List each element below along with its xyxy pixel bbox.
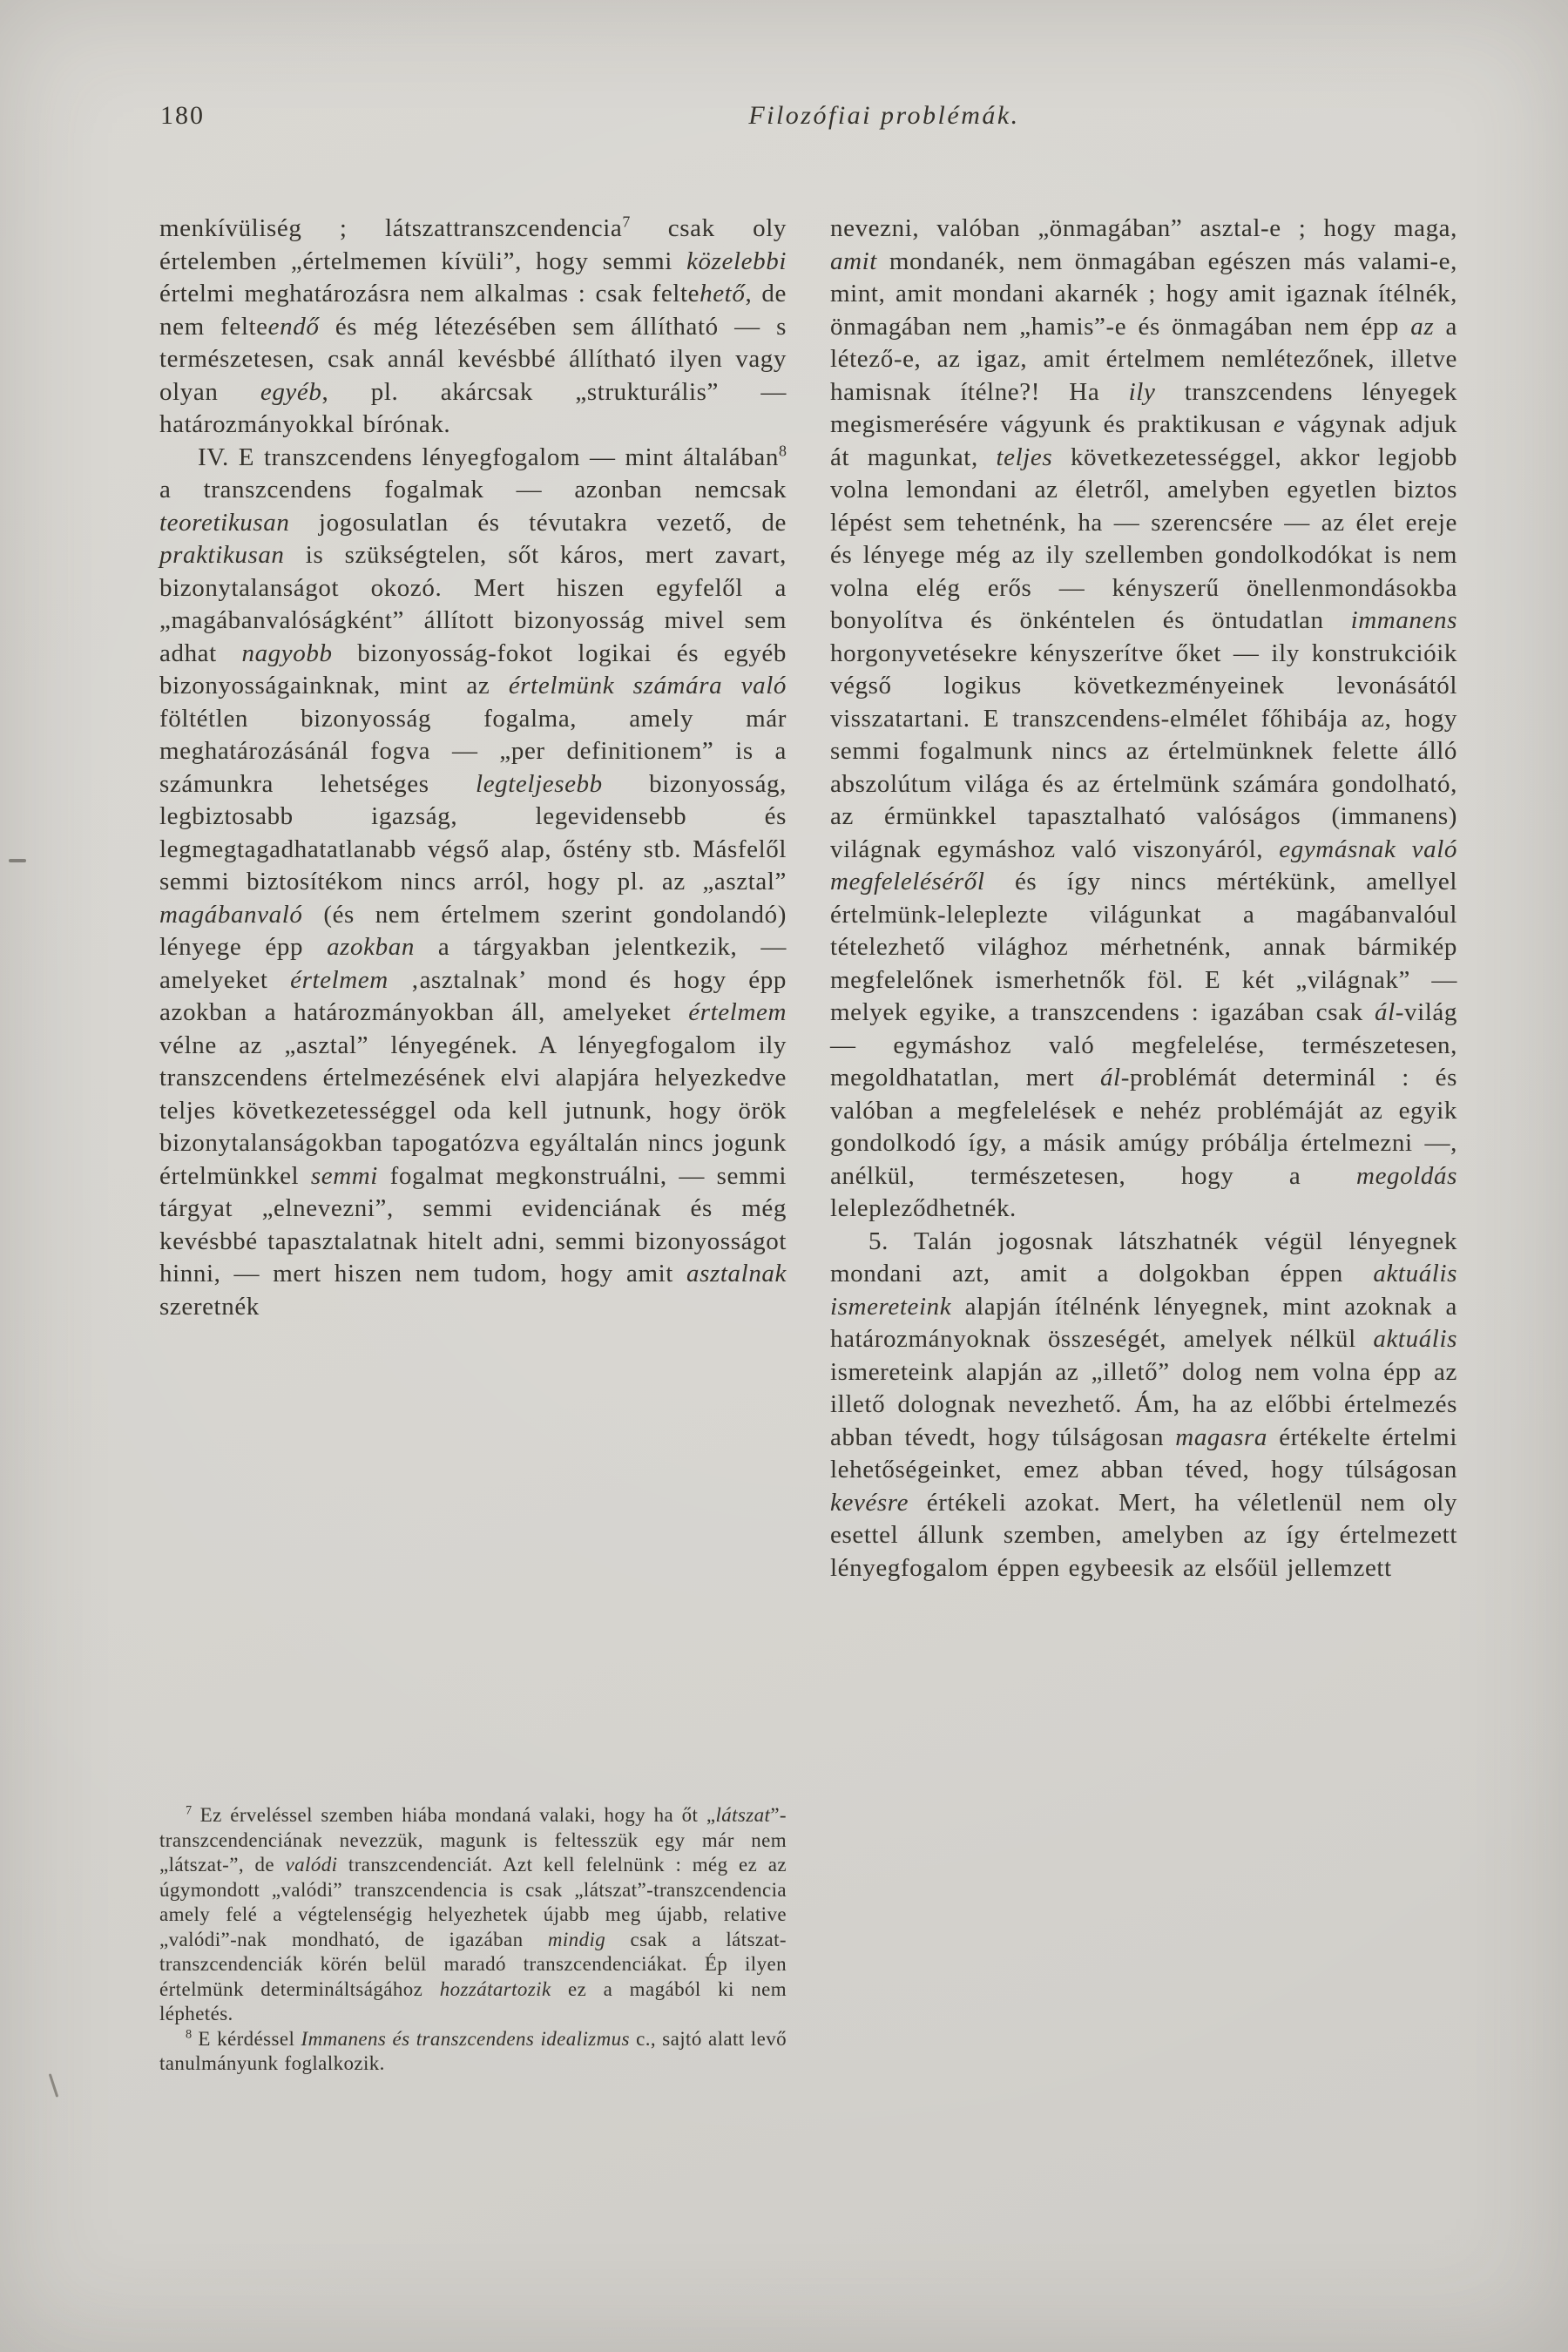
- page-number: 180: [160, 101, 205, 130]
- paragraph: $^7$ Ez érveléssel szemben hiába mondaná valaki, hogy ha őt „látszat”-transzcendenciának nevezzük, magunk is feltesszük egy már nem „látszat-”, de valódi transzcendenciát. Azt kell felelnünk : még ez az úgymondott „valódi” transzcendencia is csak „látszat”-transzcendencia amely felé a végtelenségig helyezhetek újabb meg újabb, relative „valódi”-nak mondható, de igazában mindig csak a látszat-transzcendenciák körén belül maradó transzcendenciákat. Ép ilyen értelmünk determináltságához hozzátartozik ez a magából ki nem léphetés.: [159, 1803, 787, 2024]
- scan-artifact-dash: [9, 859, 26, 862]
- paragraph: 5. Talán jogosnak látszhatnék végül lényegnek mondani azt, amit a dolgokban éppen aktuális ismereteink alapján ítélnénk lényegnek, mint azoknak a határozmányoknak összeségét, amelyek nélkül aktuális ismereteink alapján az „illető” dolog nem volna épp az illető dolognak nevezhető. Ám, ha az előbbi értelmezés abban tévedt, hogy túlságosan magasra értékelte értelmi lehetőségeinket, emez abban téved, hogy túlságosan kevésre értékeli azokat. Mert, ha véletlenül nem oly esettel állunk szemben, amelyben az így értelmezett lényegfogalom éppen egybeesik az elsőül jellemzett: [830, 1227, 1457, 1582]
- paragraph: $^8$ E kérdéssel Immanens és transzcendens idealizmus c., sajtó alatt levő tanulmányunk foglalkozik.: [159, 2026, 787, 2074]
- left-column: [159, 213, 787, 2077]
- footnotes: [159, 1803, 787, 2077]
- scan-artifact-slash: [49, 2073, 59, 2098]
- text-columns: [159, 213, 1457, 2077]
- right-column-body: [830, 213, 1457, 1585]
- page-header: [0, 101, 1568, 139]
- right-column: [830, 213, 1457, 1585]
- paragraph: menkívüliség ; látszattranszcendencia$^7$ csak oly értelemben „értelmemen kívüli”, hogy semmi közelebbi értelmi meghatározásra nem alkalmas : csak feltehető, de nem felteendő és még létezésében sem állítható — s természetesen, csak annál kevésbbé állítható ilyen vagy olyan egyéb, pl. akárcsak „strukturális” — határozmányokkal bírónak.: [159, 213, 787, 438]
- left-column-body: [159, 213, 787, 1753]
- paragraph: IV. E transzcendens lényegfogalom — mint általában$^8$ a transzcendens fogalmak — azonban nemcsak teoretikusan jogosulatlan és tévutakra vezető, de praktikusan is szükségtelen, sőt káros, mert zavart, bizonytalanságot okozó. Mert hiszen egyfelől a „magábanvalóságként” állított bizonyosság mivel sem adhat nagyobb bizonyosság-fokot logikai és egyéb bizonyosságainknak, mint az értelmünk számára való föltétlen bizonyosság fogalma, amely már meghatározásánál fogva — „per definitionem” is a számunkra lehetséges legteljesebb bizonyosság, legbiztosabb igazság, legevidensebb és legmegtagadhatatlanabb végső alap, őstény stb. Másfelől semmi biztosítékom nincs arról, hogy pl. az „asztal” magábanvaló (és nem értelmem szerint gondolandó) lényege épp azokban a tárgyakban jelentkezik, — amelyeket értelmem ‚asztalnak’ mond és hogy épp azokban a határozmányokban áll, amelyeket értelmem vélne az „asztal” lényegének. A lényegfogalom ily transzcendens értelmezésének elvi alapjára helyezkedve teljes következetességgel oda kell jutnunk, hogy örök bizonytalanságokban tapogatózva egyáltalán nincs jogunk értelmünkkel semmi fogalmat megkonstruálni, — semmi tárgyat „elnevezni”, semmi evidenciának és még kevésbbé tapasztalatnak hitelt adni, semmi bizonyosságot hinni, — mert hiszen nem tudom, hogy amit asztalnak szeretnék: [159, 441, 787, 1321]
- running-title: Filozófiai problémák.: [748, 101, 1020, 130]
- paragraph: nevezni, valóban „önmagában” asztal-e ; hogy maga, amit mondanék, nem önmagában egészen más valami-e, mint, amit mondani akarnék ; hogy amit igaznak ítélnék, önmagában nem „hamis”-e és önmagában nem épp az a létező-e, az igaz, amit értelmem nemlétezőnek, illetve hamisnak ítélne?! Ha ily transzcendens lényegek megismerésére vágyunk és praktikusan e vágynak adjuk át magunkat, teljes következetességgel, akkor legjobb volna lemondani az életről, amelyben egyetlen biztos lépést sem tehetnénk, ha — szerencsére — az élet ereje és lényege még az ily szellemben gondolkodókat is nem volna elég erős — kényszerű önellenmondásokba bonyolítva és önkéntelen és öntudatlan immanens horgonyvetésekre kényszerítve őket — ily konstrukcióik végső logikus következményeinek levonásától visszatartani. E transzcendens-elmélet főhibája az, hogy semmi fogalmunk nincs az értelmünknek felette álló abszolútum világa és az értelmünk számára gondolható, az érmünkkel tapasztalható valóságos (immanens) világnak egymáshoz való viszonyáról, egymásnak való megfeleléséről és így nincs mértékünk, amellyel értelmünk-leleplezte világunkat a magábanvalóul tételezhető világhoz mérhetnénk, annak bármikép megfelelőnek ismerhetnők föl. E két „világnak” — melyek egyike, a transzcendens : igazában csak ál-világ — egymáshoz való megfelelése, természetesen, megoldhatatlan, mert ál-problémát determinál : és valóban a megfelelések e nehéz problémáját az egyik gondolkodó így, a másik amúgy próbálja értelmezni —, anélkül, természetesen, hogy a megoldás lelepleződhetnék.: [830, 214, 1458, 1222]
